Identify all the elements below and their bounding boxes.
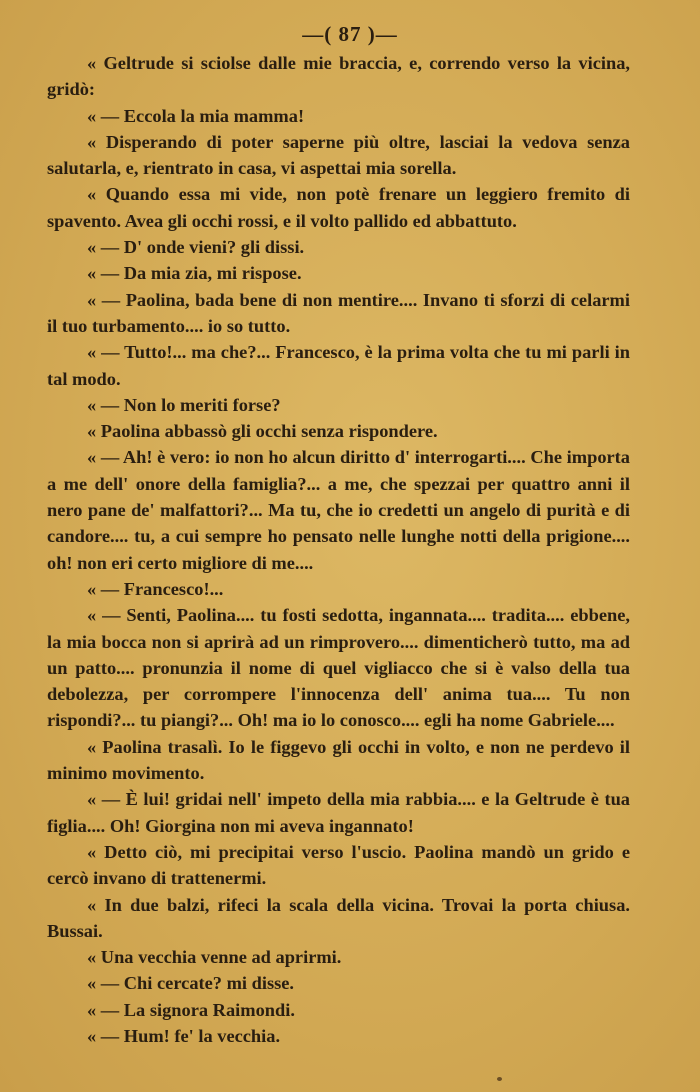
paragraph: « Disperando di poter saperne più oltre, lasciai la vedova senza salutarla, e, rientrato in casa, vi aspettai mia sorella. (47, 131, 630, 179)
paragraph: « — Francesco!... (87, 578, 224, 599)
paragraph: « — Ah! è vero: io non ho alcun diritto d' interrogarti.... Che importa a me dell' onore della famiglia?... a me, che spezzai per quattro anni il nero pane de' malfattori?... Ma tu, che io credetti un angelo di purità e di candore.... tu, a cui sempre ho pensato nelle lunghe notti della prigione.... oh! non eri certo migliore di me.... (47, 447, 630, 573)
paragraph: « — La signora Raimondi. (87, 999, 295, 1020)
paragraph: « — Hum! fe' la vecchia. (87, 1025, 281, 1046)
paragraph: « Detto ciò, mi precipitai verso l'uscio. Paolina mandò un grido e cercò invano di trattenermi. (47, 841, 630, 889)
paragraph: « — Da mia zia, mi rispose. (87, 263, 302, 284)
body-text (47, 50, 630, 1049)
paragraph: « — Eccola la mia mamma! (87, 105, 305, 126)
paper-speck (497, 1077, 502, 1081)
paragraph: « In due balzi, rifeci la scala della vicina. Trovai la porta chiusa. Bussai. (47, 894, 630, 941)
paragraph: « — Non lo meriti forse? (87, 394, 281, 415)
paragraph: « Quando essa mi vide, non potè frenare un leggiero fremito di spavento. Avea gli occhi rossi, e il volto pallido ed abbattuto. (47, 184, 630, 231)
paragraph: « — È lui! gridai nell' impeto della mia rabbia.... e la Geltrude è tua figlia.... Oh! Giorgina non mi aveva ingannato! (47, 789, 630, 836)
page-number: —( 87 )— (302, 22, 398, 46)
paragraph: « — Paolina, bada bene di non mentire.... Invano ti sforzi di celarmi il tuo turbamento.... io so tutto. (47, 289, 630, 336)
paragraph: « Paolina trasalì. Io le figgevo gli occhi in volto, e non ne perdevo il minimo movimento. (47, 736, 630, 784)
paragraph: « Paolina abbassò gli occhi senza rispondere. (87, 421, 438, 442)
paragraph: « Una vecchia venne ad aprirmi. (87, 947, 342, 968)
paragraph: « — Senti, Paolina.... tu fosti sedotta, ingannata.... tradita.... ebbene, la mia bocca non si aprirà ad un rimprovero.... dimenticherò tutto, ma ad un patto.... pronunzia il nome di quel vigliacco che si è valso della tua debolezza, per corrompere l'innocenza dell' anima tua.... Tu non rispondi?... tu piangi?... Oh! ma io lo conosco.... egli ha nome Gabriele.... (47, 605, 630, 731)
paragraph: « — Chi cercate? mi disse. (87, 973, 295, 994)
paragraph: « Geltrude si sciolse dalle mie braccia, e, correndo verso la vicina, gridò: (47, 53, 630, 100)
paragraph: « — D' onde vieni? gli dissi. (87, 237, 305, 258)
paragraph: « — Tutto!... ma che?... Francesco, è la prima volta che tu mi parli in tal modo. (47, 342, 630, 389)
